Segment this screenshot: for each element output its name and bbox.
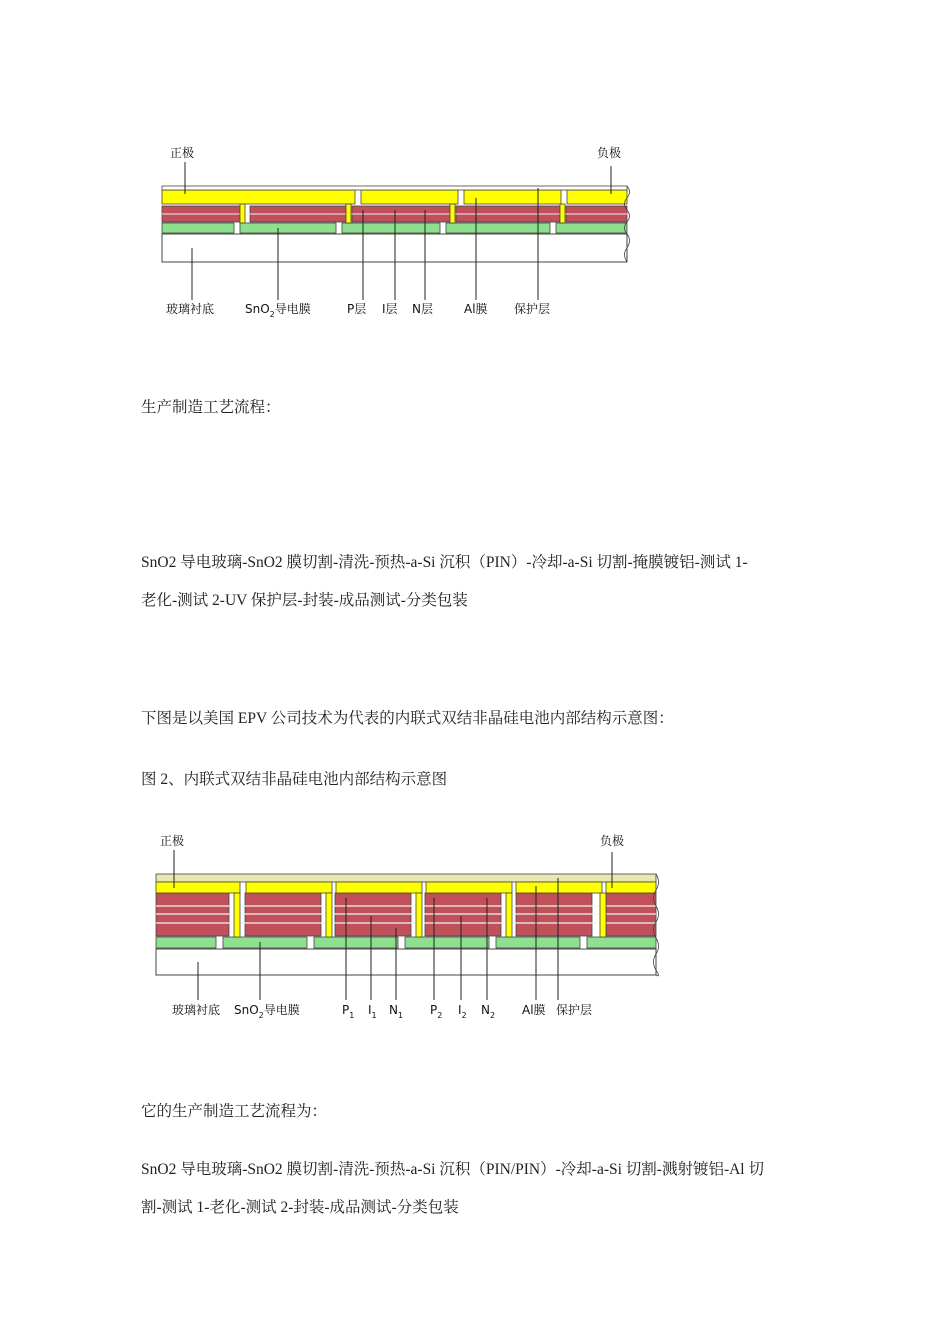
process1-line1: SnO2 导电玻璃-SnO2 膜切割-清洗-预热-a-Si 沉积（PIN）-冷却-a-Si 切割-掩膜镀铝-测试 1- — [141, 554, 748, 571]
process2-line2: 割-测试 1-老化-测试 2-封装-成品测试-分类包装 — [141, 1199, 459, 1216]
figure-2-caption: 图 2、内联式双结非晶硅电池内部结构示意图 — [141, 771, 448, 788]
label-protection-layer: 保护层 — [514, 302, 551, 316]
label-protection-layer: 保护层 — [556, 1003, 593, 1017]
process2-line1: SnO2 导电玻璃-SnO2 膜切割-清洗-预热-a-Si 沉积（PIN/PIN）-冷却-a-Si 切割-溅射镀铝-Al 切 — [141, 1161, 764, 1178]
label-i-layer: I层 — [382, 302, 398, 316]
label-glass-substrate: 玻璃衬底 — [166, 302, 215, 316]
intro-paragraph: 下图是以美国 EPV 公司技术为代表的内联式双结非晶硅电池内部结构示意图： — [141, 710, 674, 727]
glass-substrate — [156, 949, 656, 975]
figure-2-cell-structure — [150, 828, 670, 1028]
label-glass-substrate: 玻璃衬底 — [172, 1003, 221, 1017]
label-p-layer: P层 — [347, 302, 367, 316]
label-p2: $P_2$ — [430, 1003, 443, 1020]
process-heading: 生产制造工艺流程： — [141, 399, 281, 416]
label-p1: $P_1$ — [342, 1003, 355, 1020]
label-n2: $N_2$ — [481, 1003, 496, 1020]
process1-line2: 老化-测试 2-UV 保护层-封装-成品测试-分类包装 — [141, 592, 468, 609]
protection-layer — [162, 186, 627, 190]
protection-layer — [156, 874, 656, 882]
label-sno2-film: SnO$_2$导电膜 — [245, 302, 311, 319]
label-positive: 正极 — [160, 834, 185, 848]
label-negative: 负极 — [600, 834, 625, 848]
label-i2: $I_2$ — [458, 1003, 467, 1020]
process2-heading: 它的生产制造工艺流程为： — [141, 1103, 328, 1120]
label-al-film: Al膜 — [522, 1003, 546, 1017]
label-n-layer: N层 — [412, 302, 433, 316]
label-positive: 正极 — [170, 146, 195, 160]
sno2-film-segments — [156, 937, 656, 948]
label-sno2-film: SnO$_2$导电膜 — [234, 1003, 300, 1020]
label-n1: $N_1$ — [389, 1003, 404, 1020]
label-al-film: Al膜 — [464, 302, 488, 316]
figure-1-cell-structure — [150, 140, 640, 325]
label-i1: $I_1$ — [368, 1003, 377, 1020]
label-negative: 负极 — [597, 146, 622, 160]
